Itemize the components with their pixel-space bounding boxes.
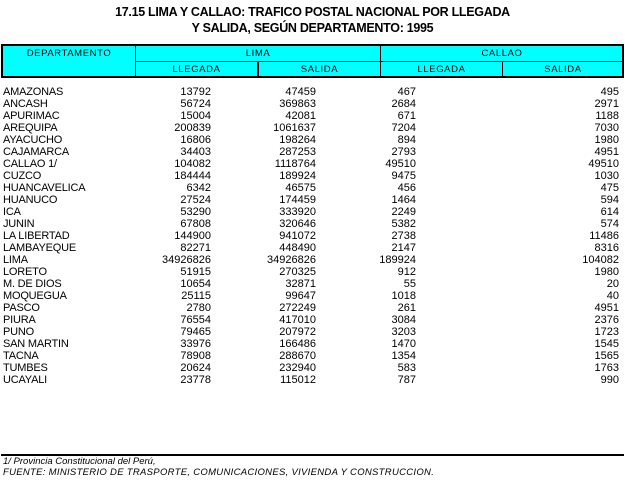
- lima-salida-cell: 47459: [285, 86, 316, 98]
- lima-salida-cell: 174459: [279, 194, 316, 206]
- header-callao-llegada: LLEGADA: [417, 63, 466, 75]
- lima-salida-cell: 941072: [279, 230, 316, 242]
- lima-llegada-cell: 51915: [180, 266, 211, 278]
- callao-salida-cell: 1763: [594, 362, 619, 374]
- callao-llegada-cell: 49510: [385, 158, 416, 170]
- department-cell: ICA: [3, 206, 21, 218]
- department-cell: PASCO: [3, 302, 40, 314]
- header-callao-salida: SALIDA: [544, 63, 582, 75]
- lima-salida-cell: 99647: [285, 290, 316, 302]
- department-cell: LIMA: [3, 254, 28, 266]
- callao-llegada-cell: 912: [397, 266, 416, 278]
- table-row: [0, 326, 625, 338]
- callao-salida-cell: 2971: [594, 98, 619, 110]
- lima-salida-cell: 287253: [279, 146, 316, 158]
- lima-salida-cell: 198264: [279, 134, 316, 146]
- callao-llegada-cell: 2738: [391, 230, 416, 242]
- table-row: [0, 230, 625, 242]
- department-cell: LA LIBERTAD: [3, 230, 70, 242]
- callao-salida-cell: 7030: [594, 122, 619, 134]
- lima-llegada-cell: 200839: [174, 122, 211, 134]
- callao-llegada-cell: 456: [397, 182, 416, 194]
- lima-salida-cell: 207972: [279, 326, 316, 338]
- lima-salida-cell: 1118764: [274, 158, 316, 170]
- table-row: [0, 278, 625, 290]
- callao-salida-cell: 1030: [594, 170, 619, 182]
- department-cell: LAMBAYEQUE: [3, 242, 76, 254]
- callao-llegada-cell: 467: [397, 86, 416, 98]
- callao-salida-cell: 1723: [594, 326, 619, 338]
- table-title-line-2: Y SALIDA, SEGÚN DEPARTAMENTO: 1995: [191, 21, 434, 35]
- callao-llegada-cell: 261: [397, 302, 416, 314]
- table-row: [0, 338, 625, 350]
- department-cell: CAJAMARCA: [3, 146, 70, 158]
- callao-salida-cell: 4951: [594, 302, 619, 314]
- callao-salida-cell: 475: [600, 182, 619, 194]
- callao-llegada-cell: 583: [397, 362, 416, 374]
- table-row: [0, 110, 625, 122]
- lima-llegada-cell: 34926826: [162, 254, 211, 266]
- lima-llegada-cell: 2780: [186, 302, 211, 314]
- table-title-line-1: 17.15 LIMA Y CALLAO: TRAFICO POSTAL NACIONAL POR LLEGADA: [115, 5, 510, 19]
- lima-salida-cell: 42081: [285, 110, 316, 122]
- lima-salida-cell: 232940: [279, 362, 316, 374]
- callao-salida-cell: 495: [600, 86, 619, 98]
- department-cell: APURIMAC: [3, 110, 60, 122]
- department-cell: MOQUEGUA: [3, 290, 67, 302]
- table-row: [0, 374, 625, 386]
- table-row: [0, 146, 625, 158]
- department-cell: TACNA: [3, 350, 39, 362]
- callao-llegada-cell: 55: [403, 278, 416, 290]
- header-lima-llegada: LLEGADA: [172, 63, 221, 75]
- lima-llegada-cell: 20624: [180, 362, 211, 374]
- department-cell: AREQUIPA: [3, 122, 58, 134]
- lima-salida-cell: 270325: [279, 266, 316, 278]
- department-cell: PIURA: [3, 314, 36, 326]
- callao-salida-cell: 1188: [595, 110, 619, 122]
- lima-llegada-cell: 79465: [180, 326, 211, 338]
- department-cell: HUANUCO: [3, 194, 58, 206]
- table-row: [0, 170, 625, 182]
- callao-llegada-cell: 2147: [391, 242, 416, 254]
- lima-llegada-cell: 144900: [174, 230, 211, 242]
- callao-llegada-cell: 3084: [391, 314, 416, 326]
- callao-salida-cell: 2376: [594, 314, 619, 326]
- department-cell: M. DE DIOS: [3, 278, 62, 290]
- callao-llegada-cell: 2249: [391, 206, 416, 218]
- department-cell: ANCASH: [3, 98, 48, 110]
- callao-salida-cell: 594: [600, 194, 619, 206]
- lima-llegada-cell: 53290: [180, 206, 211, 218]
- table-row: [0, 290, 625, 302]
- lima-salida-cell: 34926826: [267, 254, 316, 266]
- table-row: [0, 158, 625, 170]
- callao-llegada-cell: 189924: [379, 254, 416, 266]
- callao-salida-cell: 40: [606, 290, 619, 302]
- lima-salida-cell: 417010: [279, 314, 316, 326]
- callao-llegada-cell: 5382: [391, 218, 416, 230]
- callao-llegada-cell: 1470: [391, 338, 416, 350]
- lima-salida-cell: 115012: [280, 374, 316, 386]
- callao-llegada-cell: 9475: [391, 170, 416, 182]
- callao-salida-cell: 1545: [594, 338, 619, 350]
- callao-salida-cell: 1565: [594, 350, 619, 362]
- lima-salida-cell: 189924: [279, 170, 316, 182]
- department-cell: TUMBES: [3, 362, 48, 374]
- callao-llegada-cell: 2793: [391, 146, 416, 158]
- callao-salida-cell: 990: [600, 374, 619, 386]
- department-cell: CUZCO: [3, 170, 42, 182]
- lima-llegada-cell: 82271: [180, 242, 211, 254]
- lima-llegada-cell: 23778: [180, 374, 211, 386]
- callao-llegada-cell: 894: [397, 134, 416, 146]
- table-row: [0, 182, 625, 194]
- table-row: [0, 254, 625, 266]
- table-row: [0, 206, 625, 218]
- lima-llegada-cell: 16806: [180, 134, 211, 146]
- lima-salida-cell: 46575: [285, 182, 316, 194]
- table-row: [0, 122, 625, 134]
- lima-llegada-cell: 184444: [174, 170, 211, 182]
- callao-salida-cell: 574: [600, 218, 619, 230]
- lima-llegada-cell: 78908: [180, 350, 211, 362]
- department-cell: PUNO: [3, 326, 34, 338]
- lima-salida-cell: 166486: [279, 338, 316, 350]
- callao-salida-cell: 8316: [594, 242, 619, 254]
- table-row: [0, 362, 625, 374]
- lima-salida-cell: 272249: [279, 302, 316, 314]
- callao-salida-cell: 20: [606, 278, 619, 290]
- lima-salida-cell: 333920: [279, 206, 316, 218]
- lima-salida-cell: 32871: [285, 278, 316, 290]
- lima-llegada-cell: 76554: [180, 314, 211, 326]
- table-body: [0, 86, 625, 386]
- table-row: [0, 266, 625, 278]
- department-cell: AMAZONAS: [3, 86, 64, 98]
- table-row: [0, 314, 625, 326]
- lima-salida-cell: 320646: [279, 218, 316, 230]
- callao-salida-cell: 11486: [589, 230, 619, 242]
- department-cell: LORETO: [3, 266, 47, 278]
- callao-salida-cell: 1980: [594, 134, 619, 146]
- lima-llegada-cell: 6342: [186, 182, 211, 194]
- callao-llegada-cell: 2684: [391, 98, 416, 110]
- callao-salida-cell: 614: [600, 206, 619, 218]
- callao-llegada-cell: 7204: [391, 122, 416, 134]
- department-cell: AYACUCHO: [3, 134, 63, 146]
- department-cell: HUANCAVELICA: [3, 182, 86, 194]
- header-callao: CALLAO: [481, 48, 523, 59]
- lima-salida-cell: 448490: [279, 242, 316, 254]
- table-row: [0, 98, 625, 110]
- department-cell: CALLAO 1/: [3, 158, 57, 170]
- callao-llegada-cell: 787: [397, 374, 416, 386]
- callao-salida-cell: 49510: [588, 158, 619, 170]
- header-lima: LIMA: [245, 48, 271, 59]
- lima-llegada-cell: 67808: [180, 218, 211, 230]
- department-cell: UCAYALI: [3, 374, 48, 386]
- table-row: [0, 302, 625, 314]
- lima-llegada-cell: 34403: [180, 146, 211, 158]
- lima-salida-cell: 369863: [279, 98, 316, 110]
- callao-salida-cell: 4951: [594, 146, 619, 158]
- table-row: [0, 218, 625, 230]
- table-row: [0, 194, 625, 206]
- lima-llegada-cell: 27524: [180, 194, 211, 206]
- lima-llegada-cell: 33976: [180, 338, 211, 350]
- callao-llegada-cell: 3203: [391, 326, 416, 338]
- lima-llegada-cell: 56724: [180, 98, 211, 110]
- table-row: [0, 134, 625, 146]
- department-cell: JUNIN: [3, 218, 35, 230]
- callao-salida-cell: 104082: [582, 254, 619, 266]
- footnote: 1/ Provincia Constitucional del Perú,: [3, 456, 156, 467]
- callao-llegada-cell: 1354: [391, 350, 416, 362]
- callao-salida-cell: 1980: [594, 266, 619, 278]
- callao-llegada-cell: 1018: [391, 290, 416, 302]
- table-row: [0, 86, 625, 98]
- header-lima-salida: SALIDA: [300, 63, 339, 75]
- source-note: FUENTE: MINISTERIO DE TRASPORTE, COMUNICACIONES, VIVIENDA Y CONSTRUCCION.: [3, 467, 435, 478]
- lima-salida-cell: 1061637: [273, 122, 316, 134]
- table-row: [0, 242, 625, 254]
- lima-llegada-cell: 13792: [180, 86, 211, 98]
- lima-llegada-cell: 25115: [181, 290, 211, 302]
- table-row: [0, 350, 625, 362]
- header-departamento: DEPARTAMENTO: [26, 48, 112, 59]
- lima-salida-cell: 288670: [279, 350, 316, 362]
- lima-llegada-cell: 10654: [180, 278, 211, 290]
- callao-llegada-cell: 671: [397, 110, 416, 122]
- department-cell: SAN MARTIN: [3, 338, 69, 350]
- callao-llegada-cell: 1464: [391, 194, 416, 206]
- lima-llegada-cell: 104082: [174, 158, 211, 170]
- lima-llegada-cell: 15004: [180, 110, 211, 122]
